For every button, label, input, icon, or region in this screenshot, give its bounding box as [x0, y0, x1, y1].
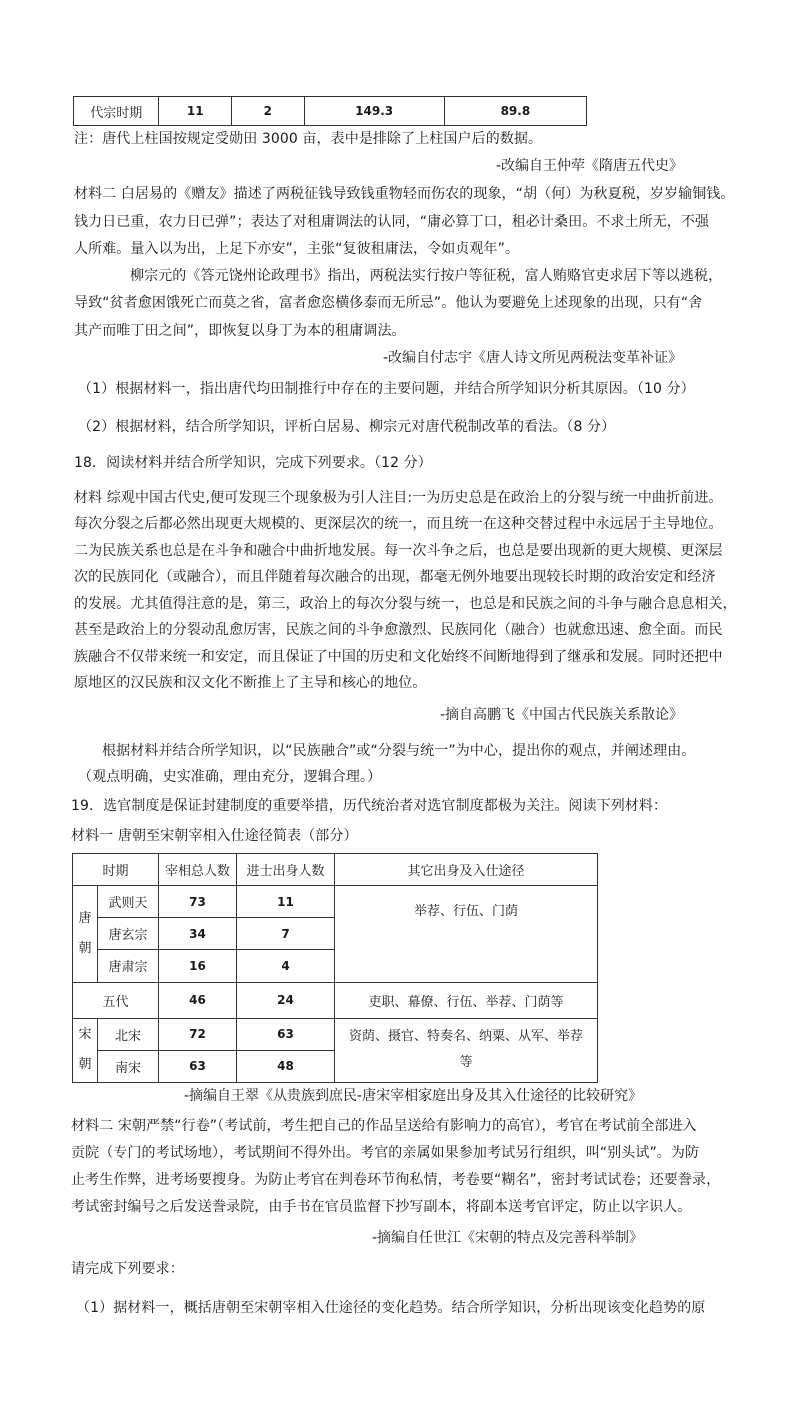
material-line: 导致“贫者愈困饿死亡而莫之省，富者愈恣横侈泰而无所忌”。他认为要避免上述现象的出现，只有“舍: [74, 295, 703, 311]
material-line: 甚至是政治上的分裂动乱愈厉害，民族之间的斗争愈激烈、民族同化（融合）也就愈迅速、愈全面。而民: [74, 622, 723, 638]
total-cell: 63: [159, 1050, 237, 1082]
material-title: 材料一 唐朝至宋朝宰相入仕途径简表（部分）: [71, 828, 358, 844]
top-table: [73, 96, 587, 126]
total-cell: 72: [159, 1018, 237, 1050]
dynasty-label-cell: [73, 886, 98, 982]
question-17-1: （1）根据材料一，指出唐代均田制推行中存在的主要问题，并结合所学知识分析其原因。（10 分）: [78, 381, 695, 397]
top-table-cell: 11: [159, 97, 232, 126]
question-19-title: 19．选官制度是保证封建制度的重要举措，历代统治者对选官制度都极为关注。阅读下列材料：: [71, 798, 668, 814]
table-note: 注：唐代上柱国按规定受勋田 3000 亩，表中是排除了上柱国户后的数据。: [74, 131, 543, 147]
material-line: 止考生作弊，进考场要搜身。为防止考官在判卷环节徇私情，考卷要“糊名”，密封考试试卷；还要誊录，: [71, 1172, 721, 1188]
source-citation: -摘编自王翠《从贵族到庶民-唐宋宰相家庭出身及其入仕途径的比较研究》: [184, 1088, 643, 1104]
dynasty-label: 宋: [78, 1027, 92, 1043]
total-cell: 46: [159, 982, 237, 1018]
period-cell: 唐肃宗: [98, 950, 159, 982]
material-line: 贡院（专门的考试场地），考试期间不得外出。考官的亲属如果参加考试另行组织，叫“别头试”。为防: [71, 1145, 700, 1161]
official-path-table: [72, 853, 598, 1083]
jinshi-cell: 4: [237, 950, 335, 982]
table-header-cell: 其它出身及入仕途径: [335, 854, 598, 886]
material-line: 材料二 宋朝严禁“行卷”（考试前，考生把自己的作品呈送给有影响力的高官），考官在考试前全部进入: [71, 1118, 697, 1134]
other-path-cell: 举荐、行伍、门荫: [335, 886, 598, 982]
material-line: 材料二 白居易的《赠友》描述了两税征钱导致钱重物轻而伤农的现象，“胡（何）为秋夏税，岁岁输铜钱。: [74, 186, 735, 202]
table-header-row: [73, 854, 598, 886]
material-line: 族融合不仅带来统一和安定，而且保证了中国的历史和文化始终不间断地得到了继承和发展。同时还把中: [74, 649, 723, 665]
material-line: 二为民族关系也总是在斗争和融合中曲折地发展。每一次斗争之后，也总是要出现新的更大规模、更深层: [74, 543, 723, 559]
question-18-requirement: 根据材料并结合所学知识，以“民族融合”或“分裂与统一”为中心，提出你的观点，并阐述理由。: [102, 743, 696, 759]
table-row: [73, 982, 598, 1018]
period-cell: 武则天: [98, 886, 159, 918]
material-line: 次的民族同化（或融合），而且伴随着每次融合的出现，都毫无例外地要出现较长时期的政治安定和经济: [74, 569, 716, 585]
material-line: 的发展。尤其值得注意的是，第三，政治上的每次分裂与统一，也总是和民族之间的斗争与融合息息相关，: [74, 596, 737, 612]
question-19-1: （1）据材料一，概括唐朝至宋朝宰相入仕途径的变化趋势。结合所学知识，分析出现该变化趋势的原: [76, 1300, 706, 1316]
material-line: 钱力日已重，农力日已弹”；表达了对租庸调法的认同，“庸必算丁口，租必计桑田。不求土所无，不强: [74, 214, 710, 230]
other-path-cell: [335, 1018, 598, 1082]
table-header-cell: 宰相总人数: [159, 854, 237, 886]
dynasty-label: 朝: [78, 940, 92, 956]
jinshi-cell: 63: [237, 1018, 335, 1050]
material-line: 原地区的汉民族和汉文化不断推上了主导和核心的地位。: [74, 675, 427, 691]
dynasty-label: 唐: [78, 910, 92, 926]
top-table-cell: 代宗时期: [74, 97, 159, 126]
period-cell: 唐玄宗: [98, 918, 159, 950]
total-cell: 73: [159, 886, 237, 918]
table-header-cell: 进士出身人数: [237, 854, 335, 886]
jinshi-cell: 7: [237, 918, 335, 950]
material-line: 其产而唯丁田之间”，即恢复以身丁为本的租庸调法。: [74, 323, 406, 339]
material-line: 考试密封编号之后发送誊录院，由手书在官员监督下抄写副本，将副本送考官评定，防止以字识人。: [71, 1199, 692, 1215]
source-citation: -摘编自任世江《宋朝的特点及完善科举制》: [372, 1230, 644, 1246]
table-row: [73, 886, 598, 918]
top-table-cell: 89.8: [444, 97, 586, 126]
table-row: [73, 1018, 598, 1050]
material-line: 每次分裂之后都必然出现更大规模的、更深层次的统一，而且统一在这种交替过程中永远居于主导地位。: [74, 516, 723, 532]
table-header-cell: 时期: [73, 854, 159, 886]
material-line: 人所难。量入以为出，上足下亦安”，主张“复彼租庸法，令如贞观年”。: [74, 241, 520, 257]
question-18-title: 18．阅读材料并结合所学知识，完成下列要求。（12 分）: [74, 455, 432, 471]
other-path-line: 等: [459, 1055, 473, 1071]
jinshi-cell: 48: [237, 1050, 335, 1082]
question-17-2: （2）根据材料，结合所学知识，评析白居易、柳宗元对唐代税制改革的看法。（8 分）: [78, 419, 616, 435]
jinshi-cell: 11: [237, 886, 335, 918]
period-cell: 北宋: [98, 1018, 159, 1050]
source-citation: -摘自高鹏飞《中国古代民族关系散论》: [440, 707, 684, 723]
total-cell: 34: [159, 918, 237, 950]
other-path-cell: 吏职、幕僚、行伍、举荐、门荫等: [335, 982, 598, 1018]
question-18-requirement-note: （观点明确，史实准确，理由充分，逻辑合理。）: [78, 769, 382, 785]
table-row: [74, 97, 587, 126]
material-line: 柳宗元的《答元饶州论政理书》指出，两税法实行按户等征税，富人贿赂官吏求居下等以逃税，: [130, 268, 723, 284]
other-path-line: 资荫、摄官、特奏名、纳粟、从军、举荐: [348, 1029, 583, 1045]
dynasty-label: 朝: [78, 1057, 92, 1073]
total-cell: 16: [159, 950, 237, 982]
jinshi-cell: 24: [237, 982, 335, 1018]
period-cell: 南宋: [98, 1050, 159, 1082]
requirement-intro: 请完成下列要求：: [71, 1261, 184, 1277]
source-citation: -改编自王仲荦《隋唐五代史》: [496, 158, 684, 174]
dynasty-label-cell: [73, 1018, 98, 1082]
top-table-cell: 2: [232, 97, 305, 126]
period-cell: 五代: [73, 982, 159, 1018]
top-table-cell: 149.3: [304, 97, 444, 126]
material-line: 材料 综观中国古代史,便可发现三个现象极为引人注目:一为历史总是在政治上的分裂与统一中曲折前进。: [74, 490, 723, 506]
source-citation: -改编自付志宇《唐人诗文所见两税法变革补证》: [383, 350, 683, 366]
